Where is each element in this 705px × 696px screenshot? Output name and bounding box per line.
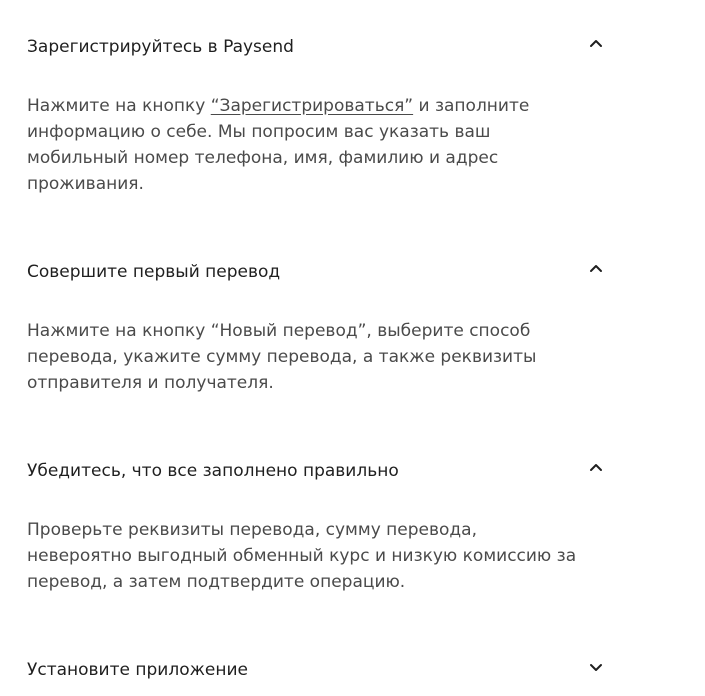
chevron-down-icon[interactable] bbox=[587, 658, 605, 676]
accordion-title: Установите приложение bbox=[27, 660, 248, 680]
accordion-header-first-transfer[interactable] bbox=[27, 260, 617, 288]
accordion-title: Убедитесь, что все заполнено правильно bbox=[27, 461, 399, 481]
chevron-up-icon[interactable] bbox=[587, 459, 605, 477]
chevron-up-icon[interactable] bbox=[587, 260, 605, 278]
body-text-part: Нажмите на кнопку bbox=[27, 96, 211, 116]
accordion-body: Проверьте реквизиты перевода, сумму перевода, невероятно выгодный обменный курс и низкую комиссию за перевод, а затем подтвердите операцию. bbox=[27, 520, 577, 592]
accordion-header-install-app[interactable] bbox=[27, 658, 617, 686]
register-link[interactable]: “Зарегистрироваться” bbox=[210, 96, 414, 116]
accordion-header-register[interactable] bbox=[27, 35, 617, 63]
chevron-up-icon[interactable] bbox=[587, 35, 605, 53]
accordion-body: Нажмите на кнопку “Новый перевод”, выберите способ перевода, укажите сумму перевода, а также реквизиты отправителя и получателя. bbox=[27, 321, 537, 393]
accordion-body bbox=[27, 93, 587, 197]
accordion-title: Зарегистрируйтесь в Paysend bbox=[27, 37, 294, 57]
accordion-header-verify[interactable] bbox=[27, 459, 617, 487]
body-text-part: и заполните информацию о себе. Мы попросим вас указать ваш мобильный номер телефона, имя, фамилию и адрес проживания. bbox=[27, 96, 530, 194]
accordion-title: Совершите первый перевод bbox=[27, 262, 281, 282]
